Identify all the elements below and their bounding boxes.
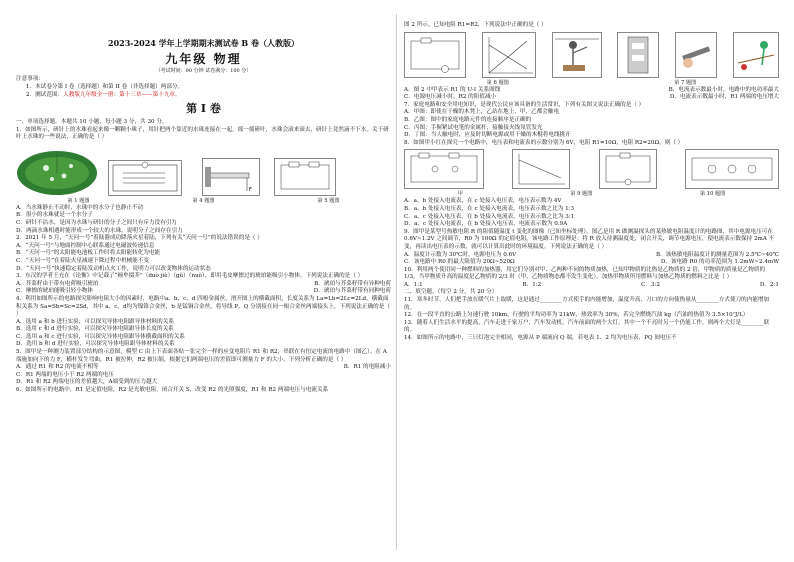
figure-7-yi xyxy=(617,32,659,78)
q6-option-c: C．电源电压减小时，R2 的阻值减小 xyxy=(404,94,497,101)
caption-fig-10: 第 10 题图 xyxy=(699,191,726,198)
figure-captions-row-6-7 xyxy=(404,80,779,87)
figure-7-ding xyxy=(733,32,779,78)
q7-option-b: B．乙图：图中的家庭电路元件的连接顺序是正确的 xyxy=(404,116,532,123)
notice-item-1: 1．本试卷分第 I 卷（选择题）和第 II 卷（非选择题）两部分。 xyxy=(26,84,184,90)
caption-fig-6: 第 6 题图 xyxy=(486,79,509,86)
lamp-circuit-icon xyxy=(686,150,778,188)
q6-options-row-2 xyxy=(404,94,779,102)
notice-item-2-prefix: 2．测试范围： xyxy=(26,92,64,98)
q3-option-c: C．摩擦的琥珀能吸引轻小物体 xyxy=(16,288,93,295)
q4-option-c: C．选用 a 和 c 进行实验，可以探究导体电阻跟导体横截面积的关系 xyxy=(16,333,185,340)
rescue-person-icon xyxy=(734,33,778,77)
figure-row-8-10 xyxy=(404,149,779,189)
lotus-leaf-icon xyxy=(16,146,98,196)
q5-option-a: A．通过 R1 和 R2 的电流不相等 xyxy=(16,364,99,371)
caption-fig-7: 第 7 题图 xyxy=(674,79,697,86)
notice-item-2 xyxy=(16,91,391,99)
sensor-diagram-icon xyxy=(203,159,259,195)
q7-option-d: D．丁图：当人触电时，应及时切断电源或用干燥的木棍将电线挑开 xyxy=(404,132,571,139)
question-1: 1．如图所示，研针上的水珠看起来像一颗颗小珠子，用针把两个靠近的水珠连接在一起，摇一摇研叶，水珠会滚来滚去，研针上竟然滴不下水。关于研叶上水珠的一些说法，正确的是（ ） xyxy=(16,126,389,141)
resistor-circuit-icon xyxy=(275,159,335,195)
question-10: 10．利用两个使用同一种燃料的加热器，用它们分别对甲、乙两种不同的物质加热，已知甲物质的比热是乙物质的 2 倍，甲物质的质量是乙物质的 1/3，当甲物质升高的温度是乙物质的 2/3 时（甲、乙物质物态都不发生变化），加热甲物质所用燃料与加热乙物质的燃料之比是（ ） xyxy=(404,266,766,281)
figure-10-circuit xyxy=(685,149,779,189)
caption-fig-4: 第 4 题图 xyxy=(192,197,215,204)
question-14: 14．如图所示的电路中，三只灯泡完全相同，电源从 P 端流向 Q 端，若电表 1、2 均为电压表，PQ 间电压不 xyxy=(404,335,677,342)
figure-6-graph xyxy=(482,32,536,78)
q4-option-d: D．选用 b 和 d 进行实验，可以探究导体电阻跟导体材料的关系 xyxy=(16,341,175,348)
q9-options-row-2 xyxy=(404,259,779,267)
caption-fig-9: 第 9 题图 xyxy=(570,191,593,198)
notice-label: 注意事项： xyxy=(16,76,44,82)
person-electric-icon xyxy=(553,33,601,77)
q8-option-b: B．a、b 处接入电压表，在 c 处接入电流表，电压表示数之比为 1:3 xyxy=(404,205,575,212)
q1-option-d: D．两滴水珠相遇时能形成一个较大的水珠，说明分子之间存在引力 xyxy=(16,227,183,234)
question-5: 5．图甲是一种测力装置部分结构的示意图，模型 C 由上下表面各贴一张完全一样的应变电阻片 R1 和 R2，串联在有恒定电流的电路中（图乙）。在 A 端施加向下的力 F，横杆发生弯曲，R1 被拉伸，R2 被压缩，根据它们两端电压的差值即可测量力 F 的大小。下列分析正确的是（ ） xyxy=(16,349,387,363)
figure-5-sensor xyxy=(202,158,260,196)
figure-5-circuit xyxy=(274,158,336,196)
q8-option-c: C．a、c 处接入电压表，在 b 处接入电流表，电压表示数之比为 3:1 xyxy=(404,213,575,220)
figure-9-graph xyxy=(512,149,570,189)
figure-7-jia xyxy=(552,32,602,78)
question-6-continued: 图 2 所示。已知电阻 R1=R2，下列说法中正确的是（ ） xyxy=(404,22,547,28)
q6-option-a: A．图 2 中甲表示 R1 的 U-I 关系图线 xyxy=(404,86,501,93)
question-3: 3．东汉的学者王充在《论衡》中记载了“顿牟掇芥”（duò jiè）（gǔ）（nuò），即用毛皮摩擦过的琥珀能吸引小物体。下列说法正确的是（ ） xyxy=(16,273,364,280)
circuit-diagram-icon xyxy=(600,150,656,188)
q3-option-d: D．琥珀与芥菜籽带有同种电荷 xyxy=(313,288,391,295)
q2-option-c: C．“天问一号”在着陆火星减速下降过程中机械能不变 xyxy=(16,257,150,264)
lotus-leaf-image xyxy=(16,146,98,196)
q2-option-d: D．“天问一号”执速稳定着陆发动机点火工作，说明力可以改变物体的运动状态 xyxy=(16,265,211,272)
question-2: 2．2021 年 5 月，“天问一号”着陆器成功降落火星着陆，下列有关“天问一号”的说法错误的是（ ） xyxy=(16,235,263,242)
q8-option-d: D．a、c 处接入电流表，在 b 处接入电压表，电流表示数为 0.9A xyxy=(404,221,568,228)
household-circuit-icon xyxy=(618,33,658,77)
q9-option-d: D．该电路 R0 的功率范围为 1.2mW~2.4mW xyxy=(660,259,779,266)
caption-fig-5: 第 5 题图 xyxy=(317,197,340,204)
figure-6-circuit xyxy=(404,32,466,78)
exam-info: （考试时间：90 分钟 试卷满分：100 分） xyxy=(155,68,252,74)
q10-option-c: C．3:2 xyxy=(641,281,660,288)
q5-option-b: B．R1 的电阻减小 xyxy=(343,364,391,371)
caption-jia: 甲 xyxy=(457,191,463,198)
test-pen-icon xyxy=(676,33,716,77)
figure-7-bing xyxy=(675,32,717,78)
question-12: 12．在一段平直的公路上匀速行驶 10km，行驶的平均功率为 21kW，热效率为 30%，若完全燃烧汽油 kg（汽油的热值为 3.5×10⁷J/L） xyxy=(404,312,749,319)
figure-9-circuit xyxy=(599,149,657,189)
part1-heading: 一、单项选择题。本题共 10 小题，每小题 3 分，共 30 分。 xyxy=(16,119,168,125)
q7-option-a: A．甲图：即使在干燥的木凳上，乙站在地上，甲、乙都会触电 xyxy=(404,109,560,116)
figure-row-1 xyxy=(16,144,391,196)
part2-heading: 二、填空题。（每空 2 分，共 20 分） xyxy=(404,289,498,296)
q6-option-d-right: D．电流表示数最小时，R1 两端的电压增大 xyxy=(669,94,779,101)
q3-option-b: B．琥珀与芥菜籽带有异种电荷 xyxy=(314,280,391,287)
circuit-diagram-icon xyxy=(405,33,465,77)
q9-option-c: C．该电路中 R0 的最大阻值为 20Ω~520Ω xyxy=(404,259,515,266)
q2-option-b: B．“天问一号”的太阳能电池板工作时将太阳能转化为电能 xyxy=(16,250,161,257)
q9-option-a: A．温度计示数为 30℃时，电源电压为 0.6V xyxy=(404,251,517,258)
question-9: 9．图甲是某型号热敏电阻 R 的阻值随温度 t 变化的图像（已知坐标处理）。图乙是用 R 做测温探头的某热敏电阻温度计的电路图，其中电源电压可在 0.6V~1.2V 之间调节，R0 为 100Ω 的定值电阻。该电路工作原理是：将 R 放入待测温度处，闭合开关，调节电源电压，使电流表示数保持 2mA 不变，再读出电压表的示数，就可以计算出此时的环境温度。下列说法正确的是（ ） xyxy=(404,228,775,250)
q9-option-b: B．该热敏电阻温度计的测量范围为 2.5℃~40℃ xyxy=(655,251,779,258)
q5-options-row-1 xyxy=(16,364,391,372)
q1-option-b: B．很小的水珠就是一个水分子 xyxy=(16,212,93,219)
left-column xyxy=(16,0,391,562)
circuit-diagram-icon xyxy=(405,150,483,188)
column-divider xyxy=(396,14,397,550)
question-4: 4．利用如图所示的电路探究影响电阻大小的因素时，电路中a、b、c、d 四根金属丝，滑开图上的横截面积，长度关系为 La=Lb=2Lc=2Ld，横截面积关系为 Sa=Sb=Sc=2Sd，其中 a、c、d均为镍铬合金丝，b 是锰铜合金丝，将导线 P、Q 分别接在同一根合金丝两端接头上，下列说法正确的是（ ） xyxy=(16,295,390,318)
q3-options-row-2 xyxy=(16,288,391,296)
circuit-diagram-icon xyxy=(109,161,181,195)
q8-option-a: A．a、b 处接入电流表，在 c 处接入电压表，电压表示数为 4V xyxy=(404,198,562,205)
resistance-graph-icon xyxy=(513,150,569,188)
figure-row-6-7 xyxy=(404,32,779,78)
q10-option-b: B．1:2 xyxy=(522,281,542,288)
right-column xyxy=(404,0,779,562)
q10-option-d: D．2:1 xyxy=(759,281,779,288)
figure-8-circuit xyxy=(404,149,484,189)
q7-option-c: C．丙图：手握紧试电笔的金属杆，接触接火线氖管发光 xyxy=(404,124,543,131)
q10-option-a: A．1:1 xyxy=(404,281,423,288)
notice-item-2-highlight: 人教版九年级全一册：第十三章——第十九章。 xyxy=(63,92,181,98)
q3-option-a: A．芥菜籽由于带有电荷吸引琥珀 xyxy=(16,280,99,287)
line-graph-icon xyxy=(483,33,535,77)
caption-fig-1: 第 1 题图 xyxy=(67,197,90,204)
q4-option-b: B．选用 c 和 d 进行实验，可以探究导体电阻跟导体长度的关系 xyxy=(16,326,174,333)
q5-option-d: D．R1 和 R2 两端电压的差值越大，A端受到的压力越大 xyxy=(16,379,158,386)
exam-title: 2023-2024 学年上学期期末测试卷 B 卷（人教版） xyxy=(108,38,299,48)
notice xyxy=(16,75,391,99)
exam-subtitle: 九年级 物理 xyxy=(165,52,242,66)
question-11: 11．寒冬时节，人们把手放在暖气片上取暖，这是通过________方式使手的内能增加，温度升高，刀口的方向使热量从________方式使刀的内能增加的。 xyxy=(404,297,770,311)
question-7: 7．家庭电路和安全用电知识，是现代公民应该具备的生活常识，下列有关图文说法正确的是（ ） xyxy=(404,101,645,108)
q1-option-a: A．当水珠静止不动时，水珠中的水分子也静止不动 xyxy=(16,204,144,211)
section-title: 第 I 卷 xyxy=(186,102,221,115)
q5-option-c: C．R1 两端的电压小于 R2 两端的电压 xyxy=(16,371,114,378)
q6-option-b-right: B．电流表示数最小时，电路中的电功率最大 xyxy=(668,86,779,93)
svg-text:F: F xyxy=(249,186,252,193)
question-13: 13．随着人们生活水平的提高，汽车走进千家万户，汽车发动机，汽车前面的两个大灯，其中一个不亮时另一个仍能工作，则两个大灯是________联的。 xyxy=(404,319,770,334)
figure-captions-row-1 xyxy=(16,198,391,205)
question-8: 8．如图甲小红在探究一个电路中，电压表和电流表的示数分别为 6V，电阻 R1=10Ω，电阻 R2=20Ω，则（ ） xyxy=(404,139,684,146)
q2-option-a: A．“天问一号”与地面控制中心联系通过电磁波传递信息 xyxy=(16,242,155,249)
question-6: 6．如图所示的电路中，R1 是定值电阻，R2 是光敏电阻，闭合开关 S，改变 R2 的光照强度，R1 和 R2 两端电压与电流关系 xyxy=(16,387,329,394)
q9-options-row-1 xyxy=(404,252,779,260)
q4-option-a: A．选用 a 和 b 进行实验，可以探究导体电阻跟导体材料的关系 xyxy=(16,318,174,325)
q1-option-c: C．研针不沾水，是因为水珠与研针的分子之间只有斥力没有引力 xyxy=(16,219,177,226)
figure-4-circuit xyxy=(108,160,182,196)
